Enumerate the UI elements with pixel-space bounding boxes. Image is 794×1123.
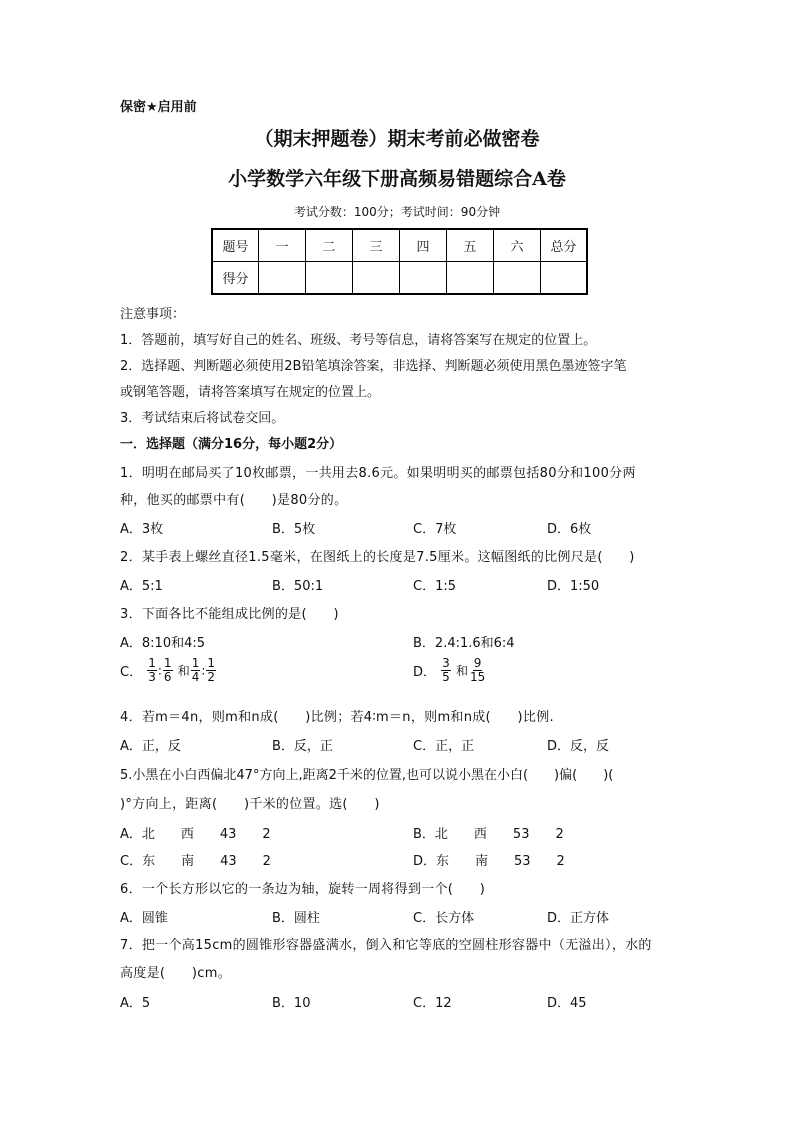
option-d[interactable]: D．1:50: [547, 579, 600, 594]
option-c-label: C．: [120, 665, 143, 680]
notes-title: 注意事项：: [120, 307, 186, 322]
denominator: 6: [163, 670, 172, 684]
score-header-cell: 一: [259, 229, 306, 262]
option-d-label: D．: [413, 665, 437, 680]
numerator: 9: [473, 656, 482, 670]
option-b[interactable]: B．圆柱: [272, 911, 320, 926]
option-a[interactable]: A．8:10和4:5: [120, 636, 206, 651]
option-a[interactable]: A．5:1: [120, 579, 163, 594]
note-2a: 2．选择题、判断题必须使用2B铅笔填涂答案，非选择、判断题必须使用黑色墨迹签字笔: [120, 359, 627, 374]
option-a[interactable]: A．3枚: [120, 522, 164, 537]
fraction: [147, 657, 157, 684]
option-d[interactable]: D．东 南 53 2: [413, 854, 565, 869]
question-6: 6．一个长方形以它的一条边为轴，旋转一周将得到一个( ): [120, 882, 486, 897]
fraction: [469, 657, 486, 684]
question-3: 3．下面各比不能组成比例的是( ): [120, 607, 339, 622]
option-d[interactable]: D．6枚: [547, 522, 592, 537]
and-word: 和: [455, 664, 468, 678]
note-2b: 或钢笔答题，请将答案填写在规定的位置上。: [120, 385, 381, 400]
score-cell[interactable]: [447, 262, 494, 295]
score-cell[interactable]: [259, 262, 306, 295]
option-d[interactable]: [413, 657, 487, 684]
question-2: 2．某手表上螺丝直径1.5毫米，在图纸上的长度是7.5厘米。这幅图纸的比例尺是( ): [120, 550, 635, 565]
confidential-label: 保密★启用前: [120, 100, 197, 115]
option-c[interactable]: C．正，正: [413, 739, 475, 754]
option-b[interactable]: B．北 西 53 2: [413, 827, 564, 842]
exam-subtitle: 小学数学六年级下册高频易错题综合A卷: [228, 168, 566, 190]
score-header-cell: 总分: [541, 229, 588, 262]
option-a[interactable]: A．圆锥: [120, 911, 168, 926]
option-b[interactable]: B．2.4:1.6和6:4: [413, 636, 515, 651]
score-header-cell: 三: [353, 229, 400, 262]
option-b[interactable]: B．5枚: [272, 522, 316, 537]
colon: :: [201, 663, 206, 678]
note-3: 3．考试结束后将试卷交回。: [120, 411, 285, 426]
question-5-line-2: )°方向上，距离( )千米的位置。选( ): [120, 797, 380, 812]
fraction: [163, 657, 173, 684]
score-header-cell: 题号: [212, 229, 259, 262]
score-header-cell: 四: [400, 229, 447, 262]
option-b[interactable]: B．反，正: [272, 739, 333, 754]
numerator: 1: [163, 656, 172, 670]
colon: :: [157, 663, 162, 678]
denominator: 15: [469, 670, 486, 684]
score-cell[interactable]: [494, 262, 541, 295]
and-word: 和: [177, 664, 190, 678]
score-table-header-row: [212, 229, 587, 262]
denominator: 4: [191, 670, 200, 684]
option-c[interactable]: C．12: [413, 996, 452, 1011]
score-cell[interactable]: [353, 262, 400, 295]
option-d[interactable]: D．反，反: [547, 739, 610, 754]
option-c[interactable]: C．1:5: [413, 579, 456, 594]
score-header-cell: 二: [306, 229, 353, 262]
question-4: 4．若m＝4n，则m和n成( )比例；若4∶m＝n，则m和n成( )比例.: [120, 710, 554, 725]
numerator: 1: [191, 656, 200, 670]
score-cell[interactable]: [541, 262, 588, 295]
fraction: [441, 657, 451, 684]
option-c[interactable]: C．7枚: [413, 522, 457, 537]
question-7-line-1: 7．把一个高15cm的圆锥形容器盛满水，倒入和它等底的空圆柱形容器中（无溢出），水的: [120, 938, 652, 953]
option-b[interactable]: B．10: [272, 996, 311, 1011]
fraction: [191, 657, 201, 684]
score-cell[interactable]: [306, 262, 353, 295]
section-heading: 一．选择题（满分16分，每小题2分）: [120, 437, 343, 452]
option-a[interactable]: A．正，反: [120, 739, 181, 754]
denominator: 5: [442, 670, 450, 684]
question-1-line-2: 种，他买的邮票中有( )是80分的。: [120, 493, 348, 508]
denominator: 2: [207, 670, 216, 684]
option-d[interactable]: D．45: [547, 996, 587, 1011]
score-table-score-row: [212, 262, 587, 295]
score-header-cell: 五: [447, 229, 494, 262]
score-cell[interactable]: [400, 262, 447, 295]
numerator: 1: [207, 656, 216, 670]
note-1: 1．答题前，填写好自己的姓名、班级、考号等信息，请将答案写在规定的位置上。: [120, 333, 597, 348]
score-row-label: 得分: [212, 262, 259, 295]
option-b[interactable]: B．50:1: [272, 579, 324, 594]
option-c[interactable]: C．长方体: [413, 911, 475, 926]
option-a[interactable]: A．北 西 43 2: [120, 827, 271, 842]
score-header-cell: 六: [494, 229, 541, 262]
option-a[interactable]: A．5: [120, 996, 151, 1011]
denominator: 3: [148, 670, 156, 684]
score-table: [211, 228, 588, 295]
option-c[interactable]: C．东 南 43 2: [120, 854, 271, 869]
numerator: 1: [148, 656, 156, 670]
question-5-line-1: 5.小黑在小白西偏北47°方向上,距离2千米的位置,也可以说小黑在小白( )偏( )(: [120, 768, 614, 783]
numerator: 3: [442, 656, 450, 670]
option-c[interactable]: [120, 657, 217, 684]
fraction: [206, 657, 216, 684]
option-d[interactable]: D．正方体: [547, 911, 610, 926]
question-1-line-1: 1．明明在邮局买了10枚邮票，一共用去8.6元。如果明明买的邮票包括80分和100分两: [120, 466, 636, 481]
question-7-line-2: 高度是( )cm。: [120, 966, 231, 981]
exam-title: （期末押题卷）期末考前必做密卷: [254, 128, 540, 150]
exam-info: 考试分数：100分；考试时间：90分钟: [293, 205, 501, 219]
